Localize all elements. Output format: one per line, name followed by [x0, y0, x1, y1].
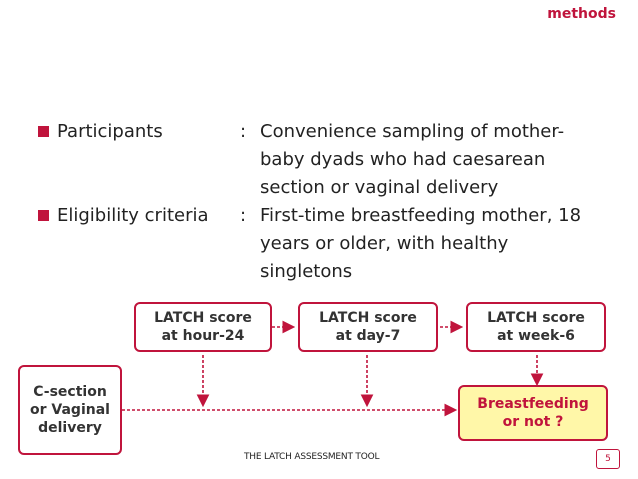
bullet-label: Participants — [57, 121, 163, 142]
bullet-label: Eligibility criteria — [57, 205, 209, 226]
bullet-description: First-time breastfeeding mother, 18 years or older, with healthy singletons — [260, 205, 582, 282]
section-title: methods — [547, 6, 616, 22]
bullet-description: Convenience sampling of mother-baby dyads who had caesarean section or vaginal delivery — [260, 121, 565, 198]
latch-day-box: LATCH score at day-7 — [298, 302, 438, 352]
bullet-colon: : — [240, 121, 247, 142]
outcome-box: Breastfeeding or not ? — [458, 385, 608, 441]
bullet-colon: : — [240, 205, 247, 226]
footer-text: THE LATCH ASSESSMENT TOOL — [244, 452, 380, 462]
latch-week-box: LATCH score at week-6 — [466, 302, 606, 352]
delivery-box: C-section or Vaginal delivery — [18, 365, 122, 455]
latch-hour-box: LATCH score at hour-24 — [134, 302, 272, 352]
page-number: 5 — [596, 449, 620, 469]
